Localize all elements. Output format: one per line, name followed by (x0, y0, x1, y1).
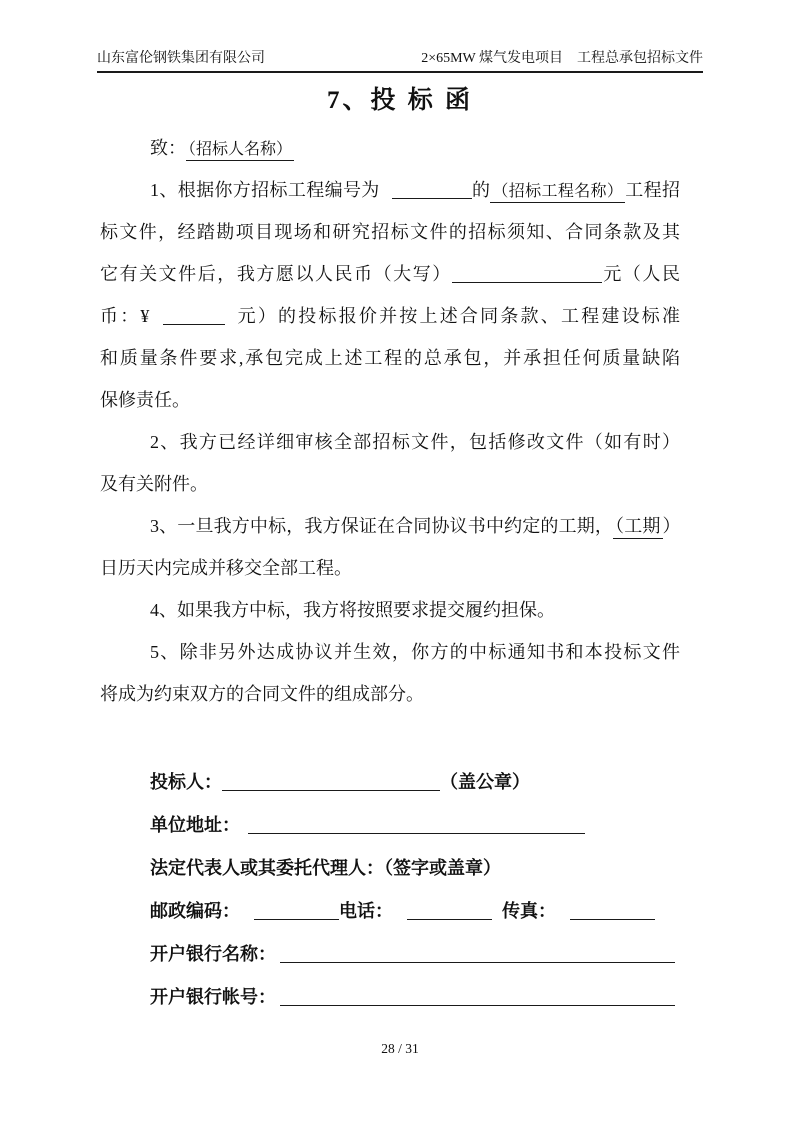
blank-underline-field (280, 943, 675, 963)
text-line (100, 379, 680, 421)
text-segment: 电话： (339, 901, 393, 921)
blank-underline-field (452, 263, 602, 283)
spacer (380, 194, 392, 196)
text-segment: （签字或盖章） (384, 858, 501, 878)
text-segment: 它有关文件后，我方愿以人民币（大写） (100, 264, 452, 284)
text-line (100, 933, 680, 976)
text-line (100, 505, 680, 547)
header-document-title: 2×65MW 煤气发电项目 工程总承包招标文件 (421, 51, 703, 66)
text-line (100, 761, 680, 804)
underlined-text-segment: （招标工程名称） (490, 183, 625, 203)
text-segment: ） (662, 516, 681, 536)
spacer (149, 320, 163, 322)
blank-underline-field (392, 179, 472, 199)
page-number: 28 / 31 (381, 1041, 419, 1056)
spacer (240, 915, 254, 917)
header-company-name: 山东富伦钢铁集团有限公司 (97, 51, 265, 66)
text-line (100, 421, 680, 463)
text-line (100, 804, 680, 847)
underlined-text-segment: （工期 (613, 516, 662, 539)
text-segment: 保修责任。 (100, 390, 190, 410)
signature-block (100, 761, 680, 1019)
spacer (240, 829, 248, 831)
text-line (100, 337, 680, 379)
blank-underline-field (280, 986, 675, 1006)
text-segment: 致： (150, 138, 186, 158)
blank-underline-field (248, 814, 585, 834)
text-line (100, 673, 680, 715)
blank-underline-field (407, 900, 492, 920)
letter-body (100, 127, 680, 715)
text-segment: 邮政编码： (150, 901, 240, 921)
text-line (100, 631, 680, 673)
text-line (100, 589, 680, 631)
page-header (97, 0, 703, 73)
text-line (100, 295, 680, 337)
text-segment: 开户银行帐号： (150, 987, 276, 1007)
text-segment: 法定代表人或其委托代理人： (150, 858, 384, 878)
blank-underline-field (254, 900, 339, 920)
text-segment: 投标人： (150, 772, 222, 792)
text-segment: 2、我方已经详细审核全部招标文件，包括修改文件（如有时） (150, 432, 680, 452)
text-segment: 日历天内完成并移交全部工程。 (100, 558, 352, 578)
text-segment: 的 (471, 180, 491, 200)
text-line (100, 463, 680, 505)
page-title: 7、投 标 函 (326, 87, 473, 114)
text-line (100, 976, 680, 1019)
text-segment: 及有关附件。 (100, 474, 208, 494)
text-segment: 币：¥ (100, 306, 150, 326)
blank-underline-field (163, 305, 225, 325)
text-segment: 工程招 (625, 180, 680, 200)
text-segment: 4、如果我方中标，我方将按照要求提交履约担保。 (150, 600, 555, 620)
spacer (556, 915, 570, 917)
spacer (393, 915, 407, 917)
text-segment: 元）的投标报价并按上述合同条款、工程建设标准 (235, 306, 681, 326)
text-line (100, 847, 680, 890)
underlined-text-segment: （招标人名称） (186, 141, 294, 161)
text-segment: 3、一旦我方中标，我方保证在合同协议书中约定的工期， (150, 516, 614, 536)
text-segment: 将成为约束双方的合同文件的组成部分。 (100, 684, 424, 704)
text-line (100, 169, 680, 211)
text-segment: （盖公章） (440, 772, 530, 792)
text-line (100, 253, 680, 295)
text-line (100, 127, 680, 169)
blank-underline-field (570, 900, 655, 920)
text-segment: 元（人民 (601, 264, 681, 284)
blank-underline-field (222, 771, 440, 791)
text-segment: 传真： (502, 901, 556, 921)
text-line (100, 547, 680, 589)
text-segment: 标文件，经踏勘项目现场和研究招标文件的招标须知、合同条款及其 (100, 222, 680, 242)
text-line (100, 211, 680, 253)
spacer (492, 915, 502, 917)
spacer (225, 320, 235, 322)
text-segment: 5、除非另外达成协议并生效，你方的中标通知书和本投标文件 (150, 642, 680, 662)
text-segment: 开户银行名称： (150, 944, 276, 964)
text-segment: 和质量条件要求,承包完成上述工程的总承包，并承担任何质量缺陷 (100, 348, 680, 368)
text-segment: 1、根据你方招标工程编号为 (150, 180, 380, 200)
text-line (100, 890, 680, 933)
text-segment: 单位地址： (150, 815, 240, 835)
